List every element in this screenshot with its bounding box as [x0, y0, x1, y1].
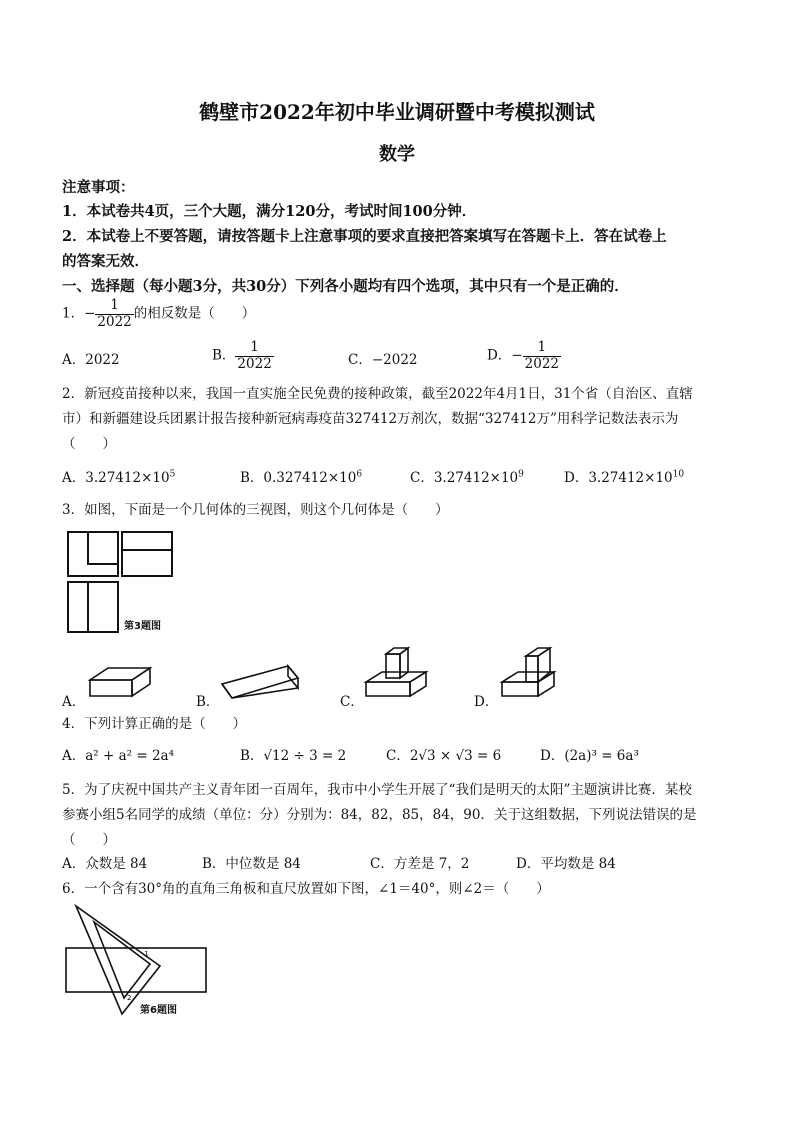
q3-caption: 第3题图	[124, 621, 161, 632]
q1-suffix: 的相反数是（ ）	[133, 305, 256, 322]
q3-text: 3．如图，下面是一个几何体的三视图，则这个几何体是（ ）	[62, 502, 449, 518]
side-view	[122, 532, 172, 576]
q4-text: 4．下列计算正确的是（ ）	[62, 716, 247, 732]
q1-option-a: A．2022	[62, 352, 120, 368]
q2-c-exponent: 9	[518, 469, 524, 480]
exam-subject: 数学	[379, 144, 415, 165]
triangle-shape	[76, 906, 160, 1014]
q1-option-d-fraction	[523, 340, 561, 372]
q6-caption: 第6题图	[140, 1005, 177, 1016]
q1-option-b-fraction	[235, 340, 273, 372]
q1-denominator: 2022	[97, 313, 132, 330]
q4-option-a: A．a² + a² = 2a⁴	[62, 748, 175, 764]
q3-option-b-label: B．	[196, 694, 220, 710]
q2-option-a	[62, 466, 175, 486]
q3-option-d-label: D．	[474, 694, 499, 710]
q2-b-exponent: 6	[356, 469, 363, 480]
q2-option-d	[564, 466, 684, 486]
q1-numerator: 1	[95, 298, 133, 315]
q2-c-base: C．3.27412×10	[410, 470, 519, 486]
q2-d-exponent: 10	[672, 469, 685, 480]
notes-item-1: 1．本试卷共4页，三个大题，满分120分，考试时间100分钟．	[62, 203, 477, 220]
section1-heading: 一、选择题（每小题3分，共30分）下列各小题均有四个选项，其中只有一个是正确的．	[62, 278, 629, 295]
top-view	[68, 582, 118, 632]
q5-line-2: 参赛小组5名同学的成绩（单位：分）分别为：84，82，85，84，90．关于这组数据，下列说法错误的是	[62, 807, 697, 823]
q6-text: 6．一个含有30°角的直角三角板和直尺放置如下图，∠1＝40°，则∠2＝（ ）	[62, 881, 550, 897]
q1-d-numerator: 1	[523, 340, 561, 357]
q2-line-1: 2．新冠疫苗接种以来，我国一直实施全民免费的接种政策，截至2022年4月1日，31个省（自治区、直辖	[62, 386, 693, 402]
q2-a-base: A．3.27412×10	[62, 470, 170, 486]
q3-option-b-wedge	[218, 660, 302, 702]
q5-option-b: B．中位数是 84	[202, 856, 301, 872]
q3-option-a-solid	[86, 660, 156, 702]
q3-option-c-label: C．	[340, 694, 364, 710]
exam-title: 鹤壁市2022年初中毕业调研暨中考模拟测试	[199, 100, 595, 124]
q2-line-2: 市）和新疆建设兵团累计报告接种新冠病毒疫苗327412万剂次，数据“327412万”用科学记数法表示为	[62, 411, 679, 427]
notes-item-2: 2．本试卷上不要答题，请按答题卡上注意事项的要求直接把答案填写在答题卡上．答在试卷上	[62, 228, 667, 245]
q1-option-d-label: D．−	[487, 347, 523, 364]
q6-triangle-ruler-figure	[62, 902, 212, 1020]
q5-option-c: C．方差是 7，2	[370, 856, 470, 872]
q1-fraction	[95, 298, 133, 330]
q1-option-c: C．−2022	[348, 352, 418, 368]
q4-option-c: C．2√3 × √3 = 6	[386, 748, 502, 764]
question-1	[62, 298, 255, 330]
angle-2-label: 2	[127, 994, 132, 1002]
q2-option-c	[410, 466, 524, 486]
notes-item-3: 的答案无效．	[62, 253, 149, 270]
q5-line-1: 5．为了庆祝中国共产主义青年团一百周年，我市中小学生开展了“我们是明天的太阳”主题演讲比赛．某校	[62, 782, 692, 798]
notes-heading: 注意事项：	[62, 179, 135, 196]
q1-prefix: 1．−	[62, 305, 96, 322]
q3-option-c-solid	[362, 644, 432, 704]
q3-option-d-solid	[498, 644, 558, 704]
q3-option-a-label: A．	[62, 694, 86, 710]
q2-b-base: B．0.327412×10	[240, 470, 357, 486]
q1-option-d	[487, 340, 561, 372]
front-view	[68, 532, 118, 576]
q1-b-denominator: 2022	[237, 355, 272, 372]
q5-option-a: A．众数是 84	[62, 856, 148, 872]
q2-line-3: （ ）	[62, 436, 116, 452]
q4-option-b: B．√12 ÷ 3 = 2	[240, 748, 347, 764]
ruler-shape	[66, 948, 206, 992]
q1-option-b-label: B．	[212, 347, 236, 364]
q2-d-base: D．3.27412×10	[564, 470, 673, 486]
q1-d-denominator: 2022	[524, 355, 559, 372]
q1-option-b	[212, 340, 274, 372]
angle-1-label: 1	[144, 950, 149, 958]
q2-option-b	[240, 466, 362, 486]
q5-option-d: D．平均数是 84	[516, 856, 616, 872]
q1-b-numerator: 1	[235, 340, 273, 357]
q4-option-d: D．(2a)³ = 6a³	[540, 748, 639, 764]
q2-a-exponent: 5	[169, 469, 176, 480]
q5-line-3: （ ）	[62, 832, 116, 848]
